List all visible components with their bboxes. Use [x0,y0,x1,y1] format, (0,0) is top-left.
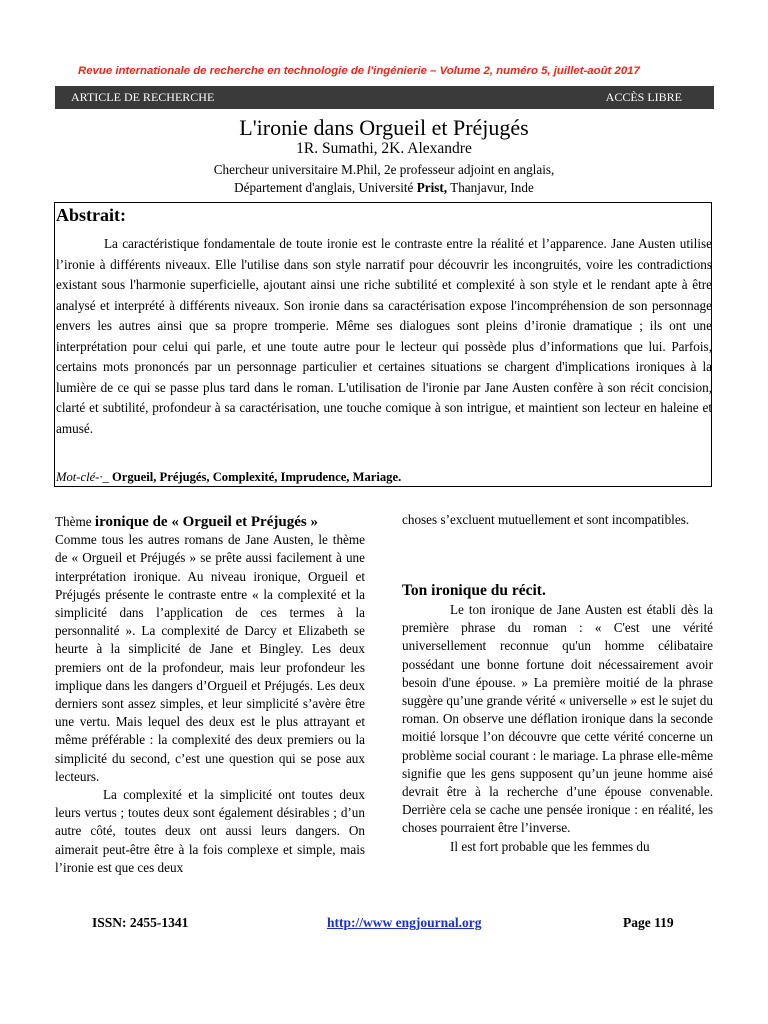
left-column [55,513,365,877]
article-banner [55,86,714,109]
affiliation-city: Thanjavur, Inde [447,180,534,195]
keywords-line [56,470,401,485]
right-column-body [402,601,713,856]
article-type-label: ARTICLE DE RECHERCHE [71,90,215,104]
affiliation-dept: Département d'anglais, Université [234,180,417,195]
abstract-box [54,202,712,487]
keywords-separator: _ [102,470,112,484]
keywords-label: Mot-clé-· [56,470,103,484]
affiliation-line-2 [0,180,768,196]
keywords-list: Orgueil, Préjugés, Complexité, Imprudence, Mariage. [111,470,402,484]
left-section-heading [55,513,365,531]
left-paragraph-1: Comme tous les autres romans de Jane Austen, le thème de « Orgueil et Préjugés » se prête aussi facilement à une interprétation ironique. Au niveau ironique, Orgueil et Préjugés présente le contraste entre « la complexité et la simplicité dans l’application de ces termes à la personnalité ». La complexité de Darcy et Elizabeth se heurte à la simplicité de Jane et Bingley. Les deux premiers ont de la profondeur, mais leur profondeur les implique dans les dangers d’Orgueil et Préjugés. Les deux derniers sont assez simples, et leur simplicité s’avère être une vertu. Mais lequel des deux est le plus attrayant et même préférable : la complexité des deux premiers ou la simplicité du second, c’est une question qui se pose aux lecteurs. [55,532,365,784]
right-continuation-text: choses s’excluent mutuellement et sont incompatibles. [402,512,690,527]
right-section-heading: Ton ironique du récit. [402,582,546,599]
footer-url-wrap [327,915,606,931]
affiliation-line-1: Chercheur universitaire M.Phil, 2e professeur adjoint en anglais, [213,162,555,177]
heading-prefix: Thème [55,514,95,529]
journal-citation: Revue internationale de recherche en technologie de l'ingénierie – Volume 2, numéro 5, juillet-août 2017 [78,65,640,77]
abstract-text: La caractéristique fondamentale de toute ironie est le contraste entre la réalité et l’apparence. Jane Austen utilise l’ironie à différents niveaux. Elle l'utilise dans son style narratif pour découvrir les incongruités, voire les contradictions existant sous l'harmonie superficielle, ajoutant ainsi une riche subtilité et complexité à son style et le rendant apte à être analysé et interprété à différents niveaux. Son ironie dans sa caractérisation expose l'incompréhension de son personnage envers les autres ainsi que sa propre tromperie. Même ses dialogues sont pleins d’ironie dramatique ; ils ont une interprétation pour celui qui parle, et une toute autre pour le lecteur qui possède plus d’informations que lui. Parfois, certains mots prononcés par un personnage particulier et certaines situations se chargent d'implications ironiques à la lumière de ce qui se passe plus tard dans le roman. L'utilisation de l'ironie par Jane Austen confère à son récit concision, clarté et subtilité, profondeur à sa caractérisation, une touche comique à son intrigue, et maintient son lecteur en haleine et amusé. [56,236,712,436]
heading-text: ironique de « Orgueil et Préjugés » [94,514,318,530]
right-paragraph-2: Il est fort probable que les femmes du [450,838,650,854]
footer-page-number: Page 119 [623,915,674,930]
journal-link[interactable]: http://www engjournal.org [327,915,482,930]
affiliation-university: Prist, [416,180,448,195]
open-access-label: ACCÈS LIBRE [605,90,682,104]
article-authors: 1R. Sumathi, 2K. Alexandre [296,140,472,157]
right-paragraph-1: Le ton ironique de Jane Austen est établi dès la première phrase du roman : « C'est une vérité universellement reconnue qu'un homme célibataire possédant une bonne fortune doit nécessairement avoir besoin d'une épouse. » La première moitié de la phrase suggère qu’une grande vérité « universelle » est le sujet du roman. On observe une déflation ironique dans la seconde moitié lorsque l’on découvre que cette vérité concerne un problème social courant : le mariage. La phrase elle-même signifie que les gens supposent qu’un jeune homme aisé devrait être à la recherche d’une épouse convenable. Derrière cela se cache une pensée ironique : en réalité, les choses pourraient être l’inverse. [402,602,713,836]
left-paragraph-2: La complexité et la simplicité ont toutes deux leurs vertus ; toutes deux sont également désirables ; d’un autre côté, toutes deux ont aussi leurs dangers. On aimerait peut-être être à la fois complexe et simple, mais l’ironie est que ces deux [55,787,365,875]
right-column-continuation [402,511,713,529]
abstract-heading: Abstrait: [56,205,126,225]
article-title: L'ironie dans Orgueil et Préjugés [239,115,529,140]
footer-issn: ISSN: 2455-1341 [92,915,189,930]
